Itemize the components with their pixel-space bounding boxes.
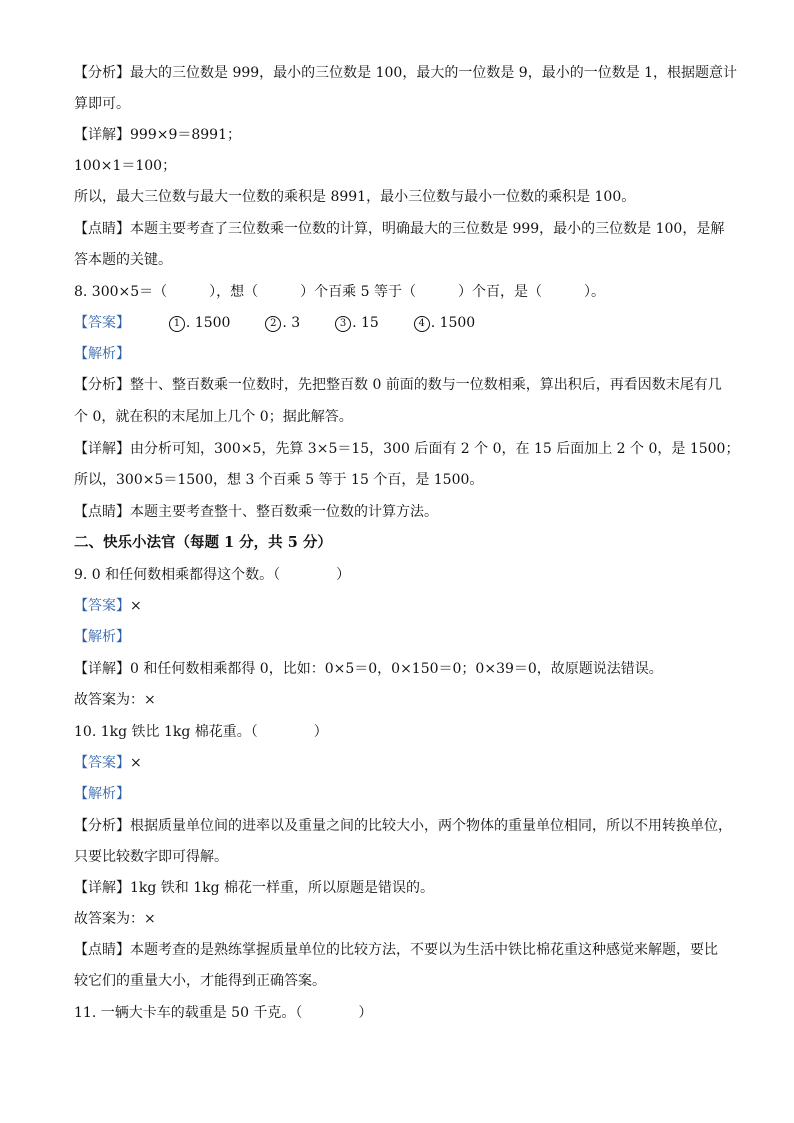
answer-3: 3 . 15 [335, 315, 379, 331]
q8-detail-line-2: 所以，300×5＝1500，想 3 个百乘 5 等于 15 个百，是 1500。 [74, 472, 484, 488]
q8-answer-line [74, 312, 475, 334]
detail-tag: 【详解】 [74, 127, 130, 143]
q8-analysis-line-1 [74, 374, 722, 396]
q7-detail-line-2: 100×1＝100； [74, 158, 177, 174]
q9-explain-tag: 【解析】 [74, 629, 130, 645]
detail-text: 999×9＝8991； [130, 127, 241, 143]
circled-number-icon: 1 [169, 316, 185, 332]
q10-conclusion: 故答案为：× [74, 911, 156, 927]
analysis-text: 最大的三位数是 999，最小的三位数是 100，最大的一位数是 9，最小的一位数是 1，根据题意计 [130, 65, 738, 81]
q10-question: 10. 1kg 铁比 1kg 棉花重。（ ） [74, 724, 328, 740]
q11-question: 11. 一辆大卡车的载重是 50 千克。（ ） [74, 1005, 373, 1021]
q8-detail-line-1 [74, 438, 739, 460]
q9-detail-line-1 [74, 658, 663, 680]
q8-question: 8. 300×5＝（ ），想（ ）个百乘 5 等于（ ）个百，是（ ）。 [74, 284, 605, 300]
point-tag: 【点睛】 [74, 221, 130, 237]
q10-analysis-line-2: 只要比较数字即可得解。 [74, 849, 228, 865]
q9-question: 9. 0 和任何数相乘都得这个数。（ ） [74, 567, 351, 583]
answer-tag: 【答案】 [74, 598, 130, 614]
q10-answer-line [74, 752, 142, 774]
q9-answer-line [74, 595, 142, 617]
detail-text: 1kg 铁和 1kg 棉花一样重，所以原题是错误的。 [130, 880, 435, 896]
detail-text: 由分析可知，300×5，先算 3×5＝15，300 后面有 2 个 0，在 15 后面加上 2 个 0，是 1500； [130, 441, 740, 457]
detail-tag: 【详解】 [74, 441, 130, 457]
analysis-text: 根据质量单位间的进率以及重量之间的比较大小，两个物体的重量单位相同，所以不用转换单位， [130, 818, 732, 834]
point-tag: 【点睛】 [74, 504, 130, 520]
q7-detail-line-1 [74, 124, 241, 146]
point-text: 本题考查的是熟练掌握质量单位的比较方法，不要以为生活中铁比棉花重这种感觉来解题，要比 [130, 942, 718, 958]
analysis-text: 整十、整百数乘一位数时，先把整百数 0 前面的数与一位数相乘，算出积后，再看因数末尾有几 [130, 377, 722, 393]
analysis-tag: 【分析】 [74, 65, 130, 81]
analysis-tag: 【分析】 [74, 377, 130, 393]
q7-point-line-1 [74, 218, 724, 240]
answer-4: 4 . 1500 [414, 315, 476, 331]
answer-tag: 【答案】 [74, 755, 130, 771]
q10-analysis-line-1 [74, 815, 732, 837]
point-tag: 【点睛】 [74, 942, 130, 958]
q9-conclusion: 故答案为：× [74, 692, 156, 708]
answer-1: 1 . 1500 [169, 315, 231, 331]
q10-detail-line-1 [74, 877, 434, 899]
q7-detail-line-3: 所以，最大三位数与最大一位数的乘积是 8991，最小三位数与最小一位数的乘积是 100。 [74, 189, 636, 205]
answer-value: × [130, 598, 142, 614]
circled-number-icon: 2 [265, 316, 281, 332]
q10-point-line-2: 较它们的重量大小，才能得到正确答案。 [74, 973, 326, 989]
answer-tag: 【答案】 [74, 315, 130, 331]
q8-analysis-line-2: 个 0，就在积的末尾加上几个 0；据此解答。 [74, 409, 353, 425]
detail-tag: 【详解】 [74, 661, 130, 677]
q10-point-line-1 [74, 939, 718, 961]
point-text: 本题主要考查整十、整百数乘一位数的计算方法。 [130, 504, 438, 520]
q7-analysis-line-1 [74, 62, 737, 84]
point-text: 本题主要考查了三位数乘一位数的计算，明确最大的三位数是 999，最小的三位数是 100，是解 [130, 221, 725, 237]
analysis-tag: 【分析】 [74, 818, 130, 834]
circled-number-icon: 4 [414, 316, 430, 332]
q10-explain-tag: 【解析】 [74, 786, 130, 802]
detail-text: 0 和任何数相乘都得 0，比如：0×5＝0，0×150＝0；0×39＝0，故原题说法错误。 [130, 661, 663, 677]
section-title: 二、快乐小法官（每题 1 分，共 5 分） [74, 534, 332, 551]
answer-2: 2 . 3 [265, 315, 300, 331]
q7-analysis-line-2: 算即可。 [74, 96, 130, 112]
q8-explain-tag: 【解析】 [74, 346, 130, 362]
q8-point-line-1 [74, 501, 438, 523]
circled-number-icon: 3 [335, 316, 351, 332]
detail-tag: 【详解】 [74, 880, 130, 896]
q7-point-line-2: 答本题的关键。 [74, 252, 172, 268]
answer-value: × [130, 755, 142, 771]
